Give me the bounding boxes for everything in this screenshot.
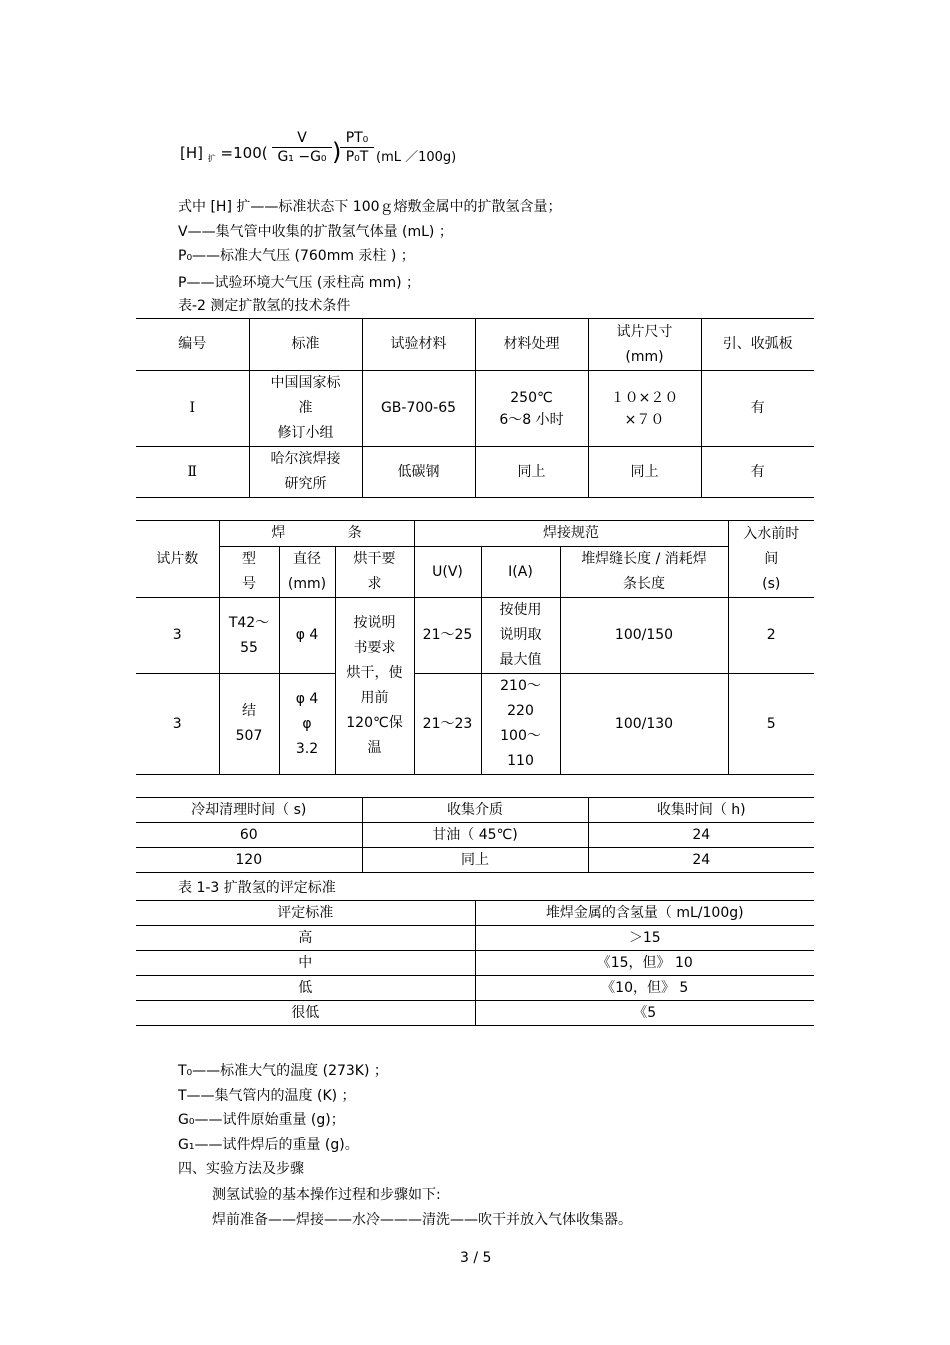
table-row	[136, 1001, 814, 1026]
table-row	[136, 371, 814, 447]
table-cell: 高	[136, 926, 475, 951]
table-cell: Ⅰ	[136, 371, 249, 447]
table-header-row	[136, 319, 814, 371]
header-cell: 试片尺寸 (mm)	[588, 319, 701, 371]
technical-conditions-table	[136, 318, 814, 498]
table-cell: 60	[136, 823, 362, 848]
table-row	[136, 447, 814, 498]
table-cell: 120	[136, 848, 362, 873]
table-row	[136, 598, 814, 674]
evaluation-standard-table	[136, 900, 814, 1026]
table-header-row	[136, 798, 814, 823]
table-cell: 《15，但》 10	[475, 951, 814, 976]
definition-line: T₀——标准大气的温度 (273K) ；	[178, 1063, 388, 1079]
table-cell: 按使用 说明取 最大值	[481, 598, 560, 674]
definition-line: 式中 [H] 扩——标准状态下 100ｇ熔敷金属中的扩散氢含量；	[178, 199, 562, 215]
section-heading: 四、实验方法及步骤	[178, 1161, 304, 1177]
table-cell: 21～25	[414, 598, 481, 674]
table4-caption: 表 1-3 扩散氢的评定标准	[178, 880, 336, 896]
formula-lhs: [H] $_扩$ =100(	[180, 144, 268, 163]
table-cell: T42～ 55	[219, 598, 279, 674]
header-cell: 堆焊金属的含氢量（ mL/100g)	[475, 901, 814, 926]
table-cell: 250℃ 6～8 小时	[475, 371, 588, 447]
table-cell: 哈尔滨焊接 研究所	[249, 447, 362, 498]
header-cell: 评定标准	[136, 901, 475, 926]
paragraph: 测氢试验的基本操作过程和步骤如下:	[212, 1187, 441, 1203]
table-cell: 100/150	[560, 598, 728, 674]
collection-table	[136, 797, 814, 873]
header-cell: 入水前时 间 (s)	[728, 521, 814, 598]
header-cell: 引、收弧板	[701, 319, 814, 371]
table-cell: 2	[728, 598, 814, 674]
header-cell: I(A)	[481, 547, 560, 598]
formula-unit: (mL ／100g)	[376, 150, 457, 165]
header-cell: 标准	[249, 319, 362, 371]
table-cell: 210～ 220 100～ 110	[481, 674, 560, 775]
table-cell: 3	[136, 674, 219, 775]
table-cell: 甘油（ 45℃)	[362, 823, 588, 848]
table-header-row	[136, 901, 814, 926]
table-row	[136, 926, 814, 951]
table-cell: 低	[136, 976, 475, 1001]
table-row	[136, 674, 814, 775]
header-cell: 试片数	[136, 521, 219, 598]
header-cell: 编号	[136, 319, 249, 371]
table-cell: 3	[136, 598, 219, 674]
table-cell: 100/130	[560, 674, 728, 775]
table-cell: 同上	[362, 848, 588, 873]
header-cell: 材料处理	[475, 319, 588, 371]
table-cell: 有	[701, 371, 814, 447]
definition-line: T——集气管内的温度 (K) ；	[178, 1088, 356, 1104]
table-cell: ＞15	[475, 926, 814, 951]
header-cell: 堆焊缝长度 / 消耗焊 条长度	[560, 547, 728, 598]
definition-line: P₀——标准大气压 (760mm 汞柱 ) ；	[178, 248, 415, 264]
table-row	[136, 976, 814, 1001]
header-cell: 烘干要 求	[335, 547, 414, 598]
table-cell: 5	[728, 674, 814, 775]
table-row	[136, 848, 814, 873]
page-number: 3 / 5	[460, 1250, 492, 1266]
definition-line: G₁——试件焊后的重量 (g)。	[178, 1137, 359, 1153]
table-cell: Ⅱ	[136, 447, 249, 498]
fraction-volume: V G₁ −G₀	[272, 130, 332, 165]
table-cell: 《10，但》 5	[475, 976, 814, 1001]
header-cell: 焊接规范	[414, 521, 728, 547]
header-cell: 收集时间（ h)	[588, 798, 814, 823]
table-cell: GB-700-65	[362, 371, 475, 447]
table-header-row	[136, 521, 814, 547]
table-row	[136, 823, 814, 848]
header-cell: 直径 (mm)	[279, 547, 335, 598]
header-cell: 收集介质	[362, 798, 588, 823]
table-cell: 中	[136, 951, 475, 976]
header-cell: 焊 条	[219, 521, 414, 547]
table-cell: 低碳钢	[362, 447, 475, 498]
table-header-row	[136, 547, 814, 573]
table-cell: 同上	[588, 447, 701, 498]
table-cell: φ 4	[279, 598, 335, 674]
table-cell: 中国国家标 准 修订小组	[249, 371, 362, 447]
definition-line: G₀——试件原始重量 (g)；	[178, 1112, 345, 1128]
table-cell: １０×２０ ×７０	[588, 371, 701, 447]
close-paren: )	[332, 138, 342, 166]
header-cell: U(V)	[414, 547, 481, 598]
welding-parameters-table	[136, 520, 814, 775]
table-cell: 《5	[475, 1001, 814, 1026]
fraction-pressure: PT₀ P₀T	[340, 130, 374, 165]
table-cell: 按说明 书要求 烘干，使 用前 120℃保 温	[335, 598, 414, 775]
table1-caption: 表-2 测定扩散氢的技术条件	[178, 298, 351, 314]
header-cell: 试验材料	[362, 319, 475, 371]
table-cell: φ 4 φ 3.2	[279, 674, 335, 775]
header-cell: 型 号	[219, 547, 279, 598]
diffusible-hydrogen-formula	[180, 128, 480, 188]
table-cell: 结 507	[219, 674, 279, 775]
table-cell: 24	[588, 848, 814, 873]
table-cell: 有	[701, 447, 814, 498]
paragraph: 焊前准备——焊接——水冷———清洗——吹干并放入气体收集器。	[212, 1212, 632, 1228]
table-row	[136, 951, 814, 976]
table-cell: 24	[588, 823, 814, 848]
header-cell: 冷却清理时间（ s)	[136, 798, 362, 823]
table-cell: 21～23	[414, 674, 481, 775]
definition-line: V——集气管中收集的扩散氢气体量 (mL) ；	[178, 224, 453, 240]
definition-line: P——试验环境大气压 (汞柱高 mm) ；	[178, 275, 420, 291]
table-cell: 同上	[475, 447, 588, 498]
table-cell: 很低	[136, 1001, 475, 1026]
